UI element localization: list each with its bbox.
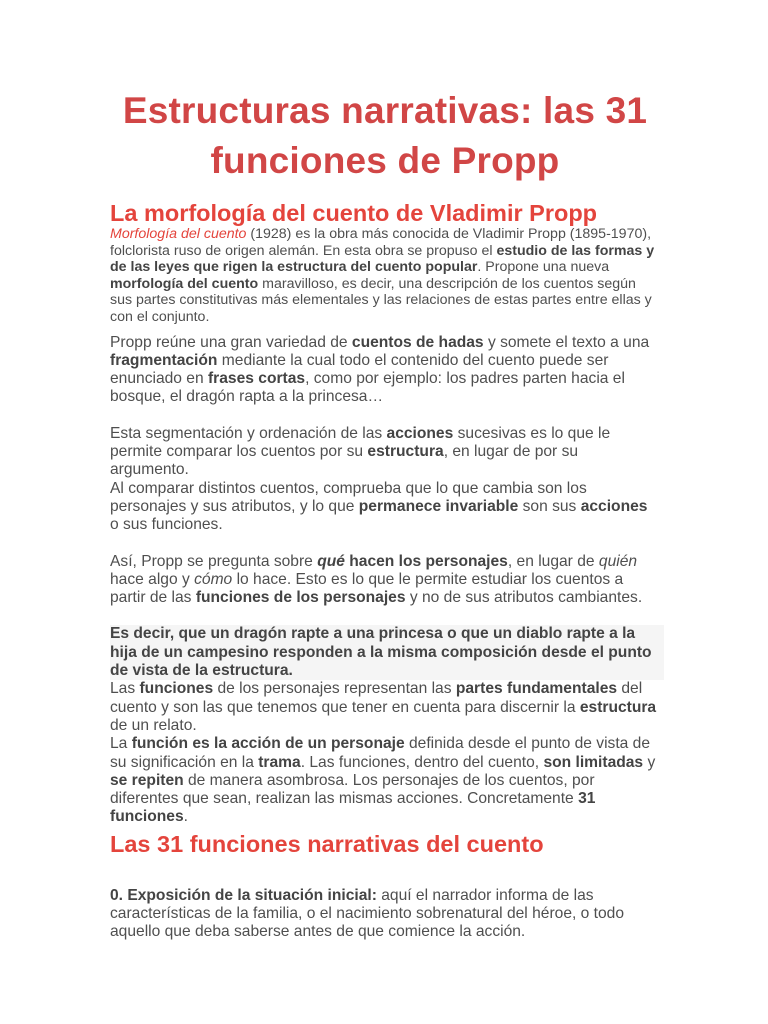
bold-fragment: permanece invariable [358, 497, 519, 515]
text-fragment: y somete el texto a una [483, 333, 650, 351]
text-fragment: Las [110, 680, 140, 698]
intro-paragraph [110, 226, 660, 326]
paragraph-funciones [110, 680, 660, 735]
text-fragment: o sus funciones. [110, 516, 223, 534]
text-fragment: Esta segmentación y ordenación de las [110, 424, 387, 442]
text-fragment: y no de sus atributos cambiantes. [405, 589, 643, 607]
italic-fragment: cómo [194, 570, 233, 588]
section-heading-31-funciones: Las 31 funciones narrativas del cuento [110, 830, 544, 857]
text-fragment: maravilloso, es decir, una descripción de los cuentos según sus partes constitutivas más elementales y las relaciones de estas partes entre ellas y con el conjunto. [110, 275, 652, 325]
text-fragment: del cuento y son las que tenemos que tener en cuenta para discernir la [110, 680, 643, 716]
bold-fragment: hacen los personajes [344, 552, 508, 570]
text-fragment: Propp reúne una gran variedad de [110, 333, 352, 351]
paragraph-fragmentacion [110, 334, 660, 407]
bold-fragment: son limitadas [543, 753, 644, 771]
bold-fragment: acciones [580, 497, 648, 515]
text-fragment: de un relato. [110, 716, 197, 734]
section-heading-morfologia: La morfología del cuento de Vladimir Propp [110, 200, 598, 226]
text-fragment: Al comparar distintos cuentos, comprueba que lo que cambia son los personajes y sus atributos, y lo que [110, 479, 587, 515]
text-fragment: . [183, 808, 188, 826]
text-fragment: lo hace. Esto es lo que le permite estudiar los cuentos a partir de las [110, 570, 624, 607]
text-fragment: (1928) es la obra más conocida de Vladimir Propp (1895-1970), folclorista ruso de origen alemán. En esta obra se propuso el [110, 226, 652, 259]
text-fragment: Así, Propp se pregunta sobre [110, 552, 318, 570]
bold-fragment: estructura [579, 698, 657, 716]
highlighted-quote: Es decir, que un dragón rapte a una princesa o que un diablo rapte a la hija de un campesino responden a la misma composición desde el punto de vista de la estructura. [110, 625, 664, 680]
bold-fragment: funciones [139, 680, 214, 698]
italic-fragment: qué [317, 552, 345, 570]
text-fragment: hace algo y [110, 570, 195, 588]
paragraph-comparar [110, 480, 660, 535]
bold-fragment: 0. Exposición de la situación inicial: [110, 886, 377, 904]
text-fragment: de los personajes representan las [213, 680, 456, 698]
text-fragment: , como por ejemplo: los padres parten hacia el bosque, el dragón rapta a la princesa… [110, 370, 625, 406]
bold-fragment: fragmentación [110, 351, 218, 369]
text-fragment: La [110, 735, 132, 753]
bold-fragment: estructura [367, 443, 444, 461]
bold-italic-fragment [317, 553, 508, 570]
text-fragment: son sus [518, 497, 581, 515]
text-fragment: . Las funciones, dentro del cuento, [300, 753, 544, 771]
text-fragment: aquí el narrador informa de las características de la familia, o el nacimiento sobrenatural del héroe, o todo aquello que deba saberse antes de que comience la acción. [110, 886, 625, 941]
bold-fragment: función es la acción de un personaje [131, 735, 405, 753]
bold-fragment: trama [258, 753, 301, 771]
text-fragment: de manera asombrosa. Los personajes de los cuentos, por diferentes que sean, realizan las mismas acciones. Concretamente [110, 771, 595, 808]
paragraph-segmentacion [110, 425, 660, 480]
bold-fragment: estudio de las formas y de las leyes que rigen la estructura del cuento popular [110, 242, 655, 276]
book-title-link[interactable]: Morfología del cuento [110, 226, 247, 242]
text-fragment: , en lugar de [507, 552, 599, 570]
bold-fragment: acciones [386, 424, 454, 442]
bold-fragment: morfología del cuento [110, 275, 259, 292]
paragraph-funcion-accion [110, 735, 660, 826]
bold-fragment: cuentos de hadas [351, 333, 484, 351]
function-item-0 [110, 887, 660, 942]
text-fragment: y [643, 753, 656, 771]
bold-fragment: partes fundamentales [455, 680, 618, 698]
text-fragment: definida desde el punto de vista de su significación en la [110, 735, 651, 771]
document-page [110, 86, 660, 942]
bold-fragment: frases cortas [207, 370, 306, 388]
text-fragment: . Propone una nueva [477, 259, 610, 276]
bold-fragment: se repiten [110, 771, 184, 789]
text-fragment: mediante la cual todo el contenido del cuento puede ser enunciado en [110, 351, 609, 388]
paragraph-pregunta [110, 553, 660, 608]
italic-fragment: quién [598, 552, 638, 570]
page-title: Estructuras narrativas: las 31 funciones de Propp [122, 90, 648, 181]
text-fragment: , en lugar de por su argumento. [110, 443, 579, 479]
bold-fragment: 31 funciones [110, 790, 596, 826]
bold-fragment: funciones de los personajes [195, 589, 406, 607]
text-fragment: sucesivas es lo que le permite comparar los cuentos por su [110, 424, 611, 461]
